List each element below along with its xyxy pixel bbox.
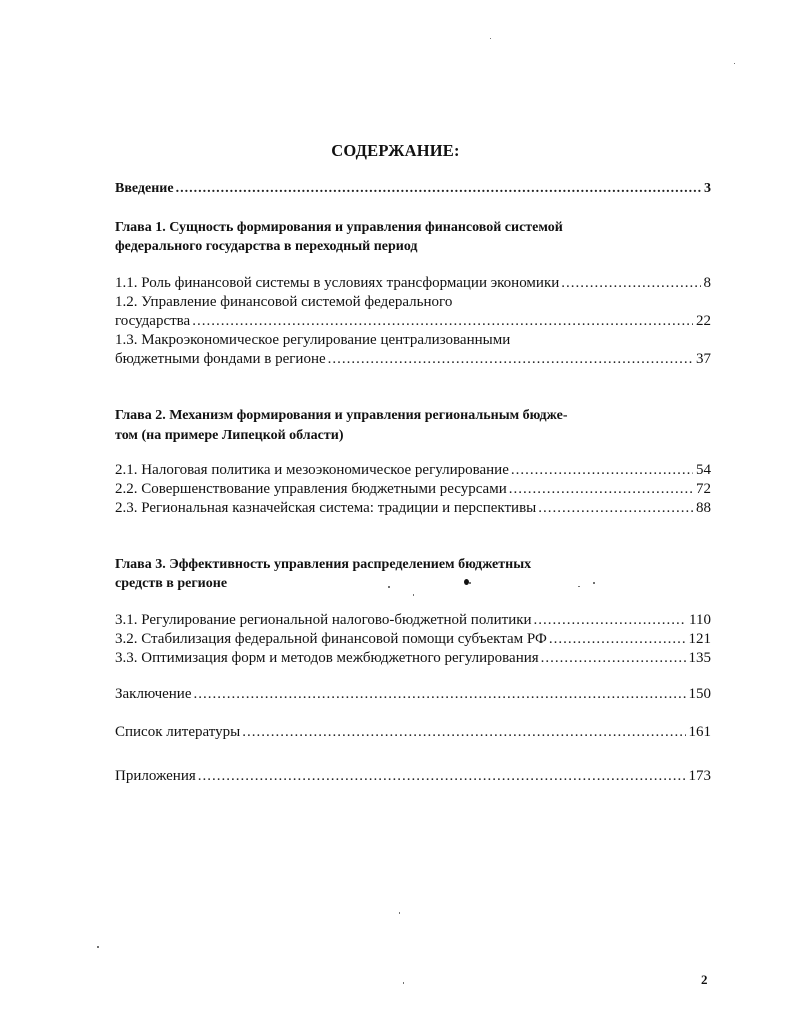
toc-entry-appendices: [115, 767, 711, 785]
page-title: СОДЕРЖАНИЕ:: [331, 141, 460, 160]
toc-entry-label: Введение: [115, 181, 174, 196]
chapter-2-heading-line-1: Глава 2. Механизм формирования и управления региональным бюдже-: [115, 408, 568, 423]
toc-entry-intro: [115, 180, 711, 198]
chapter-1-heading-line-1: Глава 1. Сущность формирования и управления финансовой системой: [115, 220, 563, 235]
dot-leader: [242, 723, 685, 741]
toc-entry-3-1: [115, 611, 711, 629]
chapter-1-heading-line-2: федерального государства в переходный период: [115, 239, 418, 254]
scan-speck: [403, 982, 404, 984]
scan-speck: [413, 594, 414, 596]
scan-speck: [734, 63, 735, 64]
dot-leader: [192, 312, 693, 330]
scan-speck: [388, 586, 390, 588]
chapter-3-heading-line-2: средств в регионе: [115, 576, 228, 591]
toc-entry-2-3: [115, 499, 711, 517]
toc-entry-page: 88: [696, 500, 711, 516]
dot-leader: [176, 180, 701, 198]
dot-leader: [328, 350, 693, 368]
toc-entry-label: государства: [115, 313, 191, 329]
toc-entry-page: 110: [689, 612, 711, 628]
toc-entry-page: 3: [704, 181, 711, 196]
dot-leader: [538, 499, 693, 517]
toc-entry-conclusion: [115, 685, 711, 703]
scan-speck: [399, 912, 400, 914]
toc-entry-page: 173: [688, 768, 711, 784]
toc-entry-label: 3.2. Стабилизация федеральной финансовой помощи субъектам РФ: [115, 631, 547, 647]
scan-speck: [490, 38, 491, 39]
toc-entry-label: 2.1. Налоговая политика и мезоэкономическое регулирование: [115, 462, 509, 478]
toc-entry-1-3-line-1: 1.3. Макроэкономическое регулирование централизованными: [115, 332, 511, 348]
toc-entry-page: 121: [688, 631, 711, 647]
toc-entry-1-1: [115, 274, 711, 292]
dot-leader: [549, 630, 686, 648]
scan-speck: [593, 582, 595, 584]
toc-entry-label: 2.2. Совершенствование управления бюджетными ресурсами: [115, 481, 507, 497]
chapter-3-heading-line-1: Глава 3. Эффективность управления распределением бюджетных: [115, 557, 532, 572]
toc-entry-page: 150: [688, 686, 711, 702]
toc-entry-1-2-line-1: 1.2. Управление финансовой системой федерального: [115, 294, 453, 310]
scan-speck: [97, 946, 99, 948]
toc-entry-2-2: [115, 480, 711, 498]
dot-leader: [541, 649, 686, 667]
toc-entry-page: 161: [688, 724, 711, 740]
toc-entry-label: бюджетными фондами в регионе: [115, 351, 326, 367]
toc-entry-label: 3.1. Регулирование региональной налогово-бюджетной политики: [115, 612, 532, 628]
toc-entry-1-3: [115, 350, 711, 368]
toc-entry-page: 37: [696, 351, 711, 367]
toc-entry-page: 22: [696, 313, 711, 329]
toc-entry-label: 3.3. Оптимизация форм и методов межбюджетного регулирования: [115, 650, 539, 666]
toc-entry-references: [115, 723, 711, 741]
toc-entry-1-2: [115, 312, 711, 330]
toc-entry-label: 1.1. Роль финансовой системы в условиях трансформации экономики: [115, 275, 560, 291]
toc-entry-3-2: [115, 630, 711, 648]
toc-entry-page: 54: [696, 462, 711, 478]
toc-entry-label: 2.3. Региональная казначейская система: традиции и перспективы: [115, 500, 537, 516]
dot-leader: [509, 480, 693, 498]
toc-entry-page: 135: [688, 650, 711, 666]
toc-entry-2-1: [115, 461, 711, 479]
scan-speck: [469, 582, 471, 584]
toc-entry-label: Список литературы: [115, 724, 241, 740]
toc-entry-page: 8: [703, 275, 711, 291]
toc-entry-label: Приложения: [115, 768, 196, 784]
chapter-2-heading-line-2: том (на примере Липецкой области): [115, 428, 344, 443]
page-number: 2: [701, 972, 708, 987]
dot-leader: [511, 461, 693, 479]
scan-speck: [578, 586, 580, 587]
dot-leader: [194, 685, 686, 703]
toc-entry-label: Заключение: [115, 686, 192, 702]
toc-entry-3-3: [115, 649, 711, 667]
dot-leader: [534, 611, 687, 629]
dot-leader: [198, 767, 686, 785]
toc-entry-page: 72: [696, 481, 711, 497]
dot-leader: [561, 274, 700, 292]
